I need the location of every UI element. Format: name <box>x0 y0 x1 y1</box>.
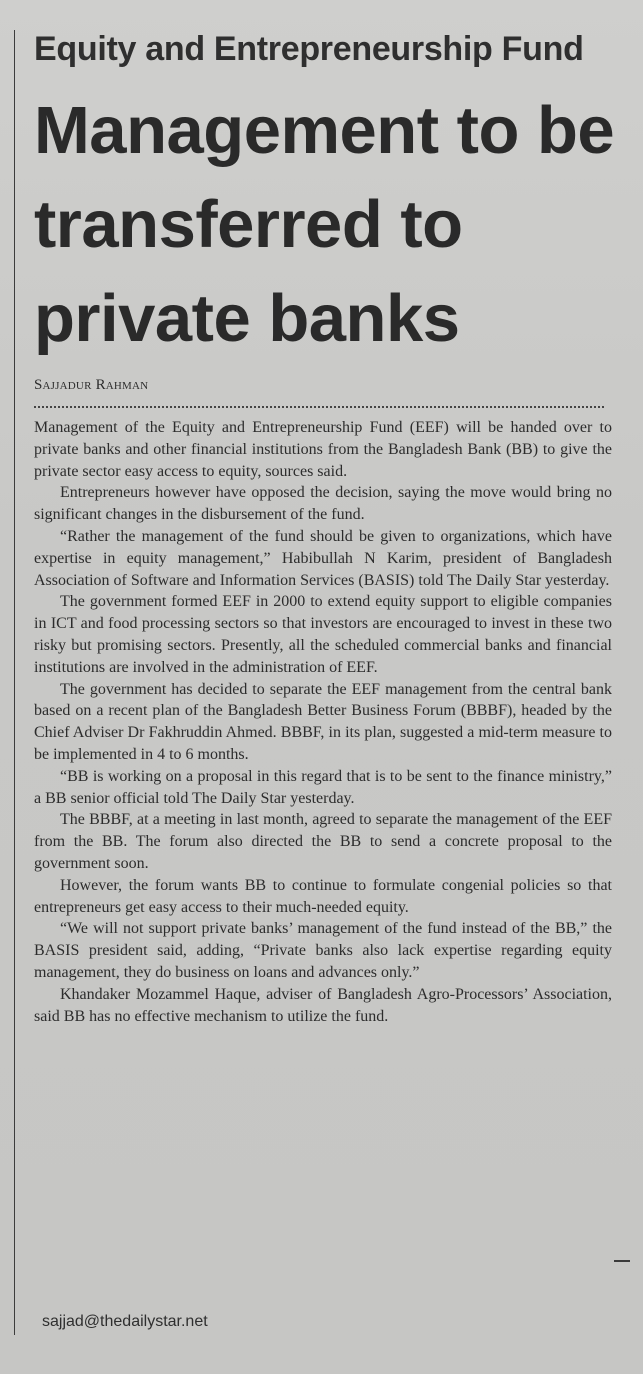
paragraph-6: “BB is working on a proposal in this regard that is to be sent to the finance ministry,” a BB senior official told The Daily Star yesterday. <box>34 767 612 807</box>
paragraph-5: The government has decided to separate the EEF management from the central bank based on a recent plan of the Bangladesh Better Business Forum (BBBF), headed by the Chief Adviser Dr Fakhruddin Ahmed. BBBF, in its plan, suggested a mid-term measure to be implemented in 4 to 6 months. <box>34 680 612 763</box>
dotted-divider <box>34 406 604 408</box>
paragraph-2: Entrepreneurs however have opposed the decision, saying the move would bring no significant changes in the disbursement of the fund. <box>34 484 612 524</box>
paragraph-10: Khandaker Mozammel Haque, adviser of Bangladesh Agro-Processors’ Association, said BB has no effective mechanism to utilize the fund. <box>34 985 612 1025</box>
paragraph-1: Management of the Equity and Entrepreneurship Fund (EEF) will be handed over to private banks and other financial institutions from the Bangladesh Bank (BB) to give the private sector easy access to equity, sources said. <box>34 419 612 480</box>
paragraph-7: The BBBF, at a meeting in last month, agreed to separate the management of the EEF from the BB. The forum also directed the BB to send a concrete proposal to the government soon. <box>34 811 612 872</box>
headline-line-1: Management to be <box>34 93 615 168</box>
headline-line-3: private banks <box>34 281 460 356</box>
headline <box>34 84 615 366</box>
column-rule <box>14 30 15 1335</box>
article <box>34 28 615 1027</box>
paragraph-4: The government formed EEF in 2000 to extend equity support to eligible companies in ICT and food processing sectors so that investors are encouraged to invest in these two risky but promising sectors. Presently, all the scheduled commercial banks and financial institutions are involved in the administration of EEF. <box>34 593 612 676</box>
byline: Sajjadur Rahman <box>34 377 149 393</box>
headline-line-2: transferred to <box>34 187 463 262</box>
paragraph-9: “We will not support private banks’ management of the fund instead of the BB,” the BASIS president said, adding, “Private banks also lack expertise regarding equity management, they do business on loans and advances only.” <box>34 920 612 981</box>
author-email: sajjad@thedailystar.net <box>42 1313 208 1330</box>
paragraph-8: However, the forum wants BB to continue to formulate congenial policies so that entrepreneurs get easy access to their much-needed equity. <box>34 876 612 916</box>
kicker: Equity and Entrepreneurship Fund <box>34 30 584 68</box>
paragraph-3: “Rather the management of the fund should be given to organizations, which have expertise in equity management,” Habibullah N Karim, president of Bangladesh Association of Software and Information Services (BASIS) told The Daily Star yesterday. <box>34 527 612 589</box>
article-body <box>34 417 612 1027</box>
end-of-article-mark <box>614 1260 630 1262</box>
